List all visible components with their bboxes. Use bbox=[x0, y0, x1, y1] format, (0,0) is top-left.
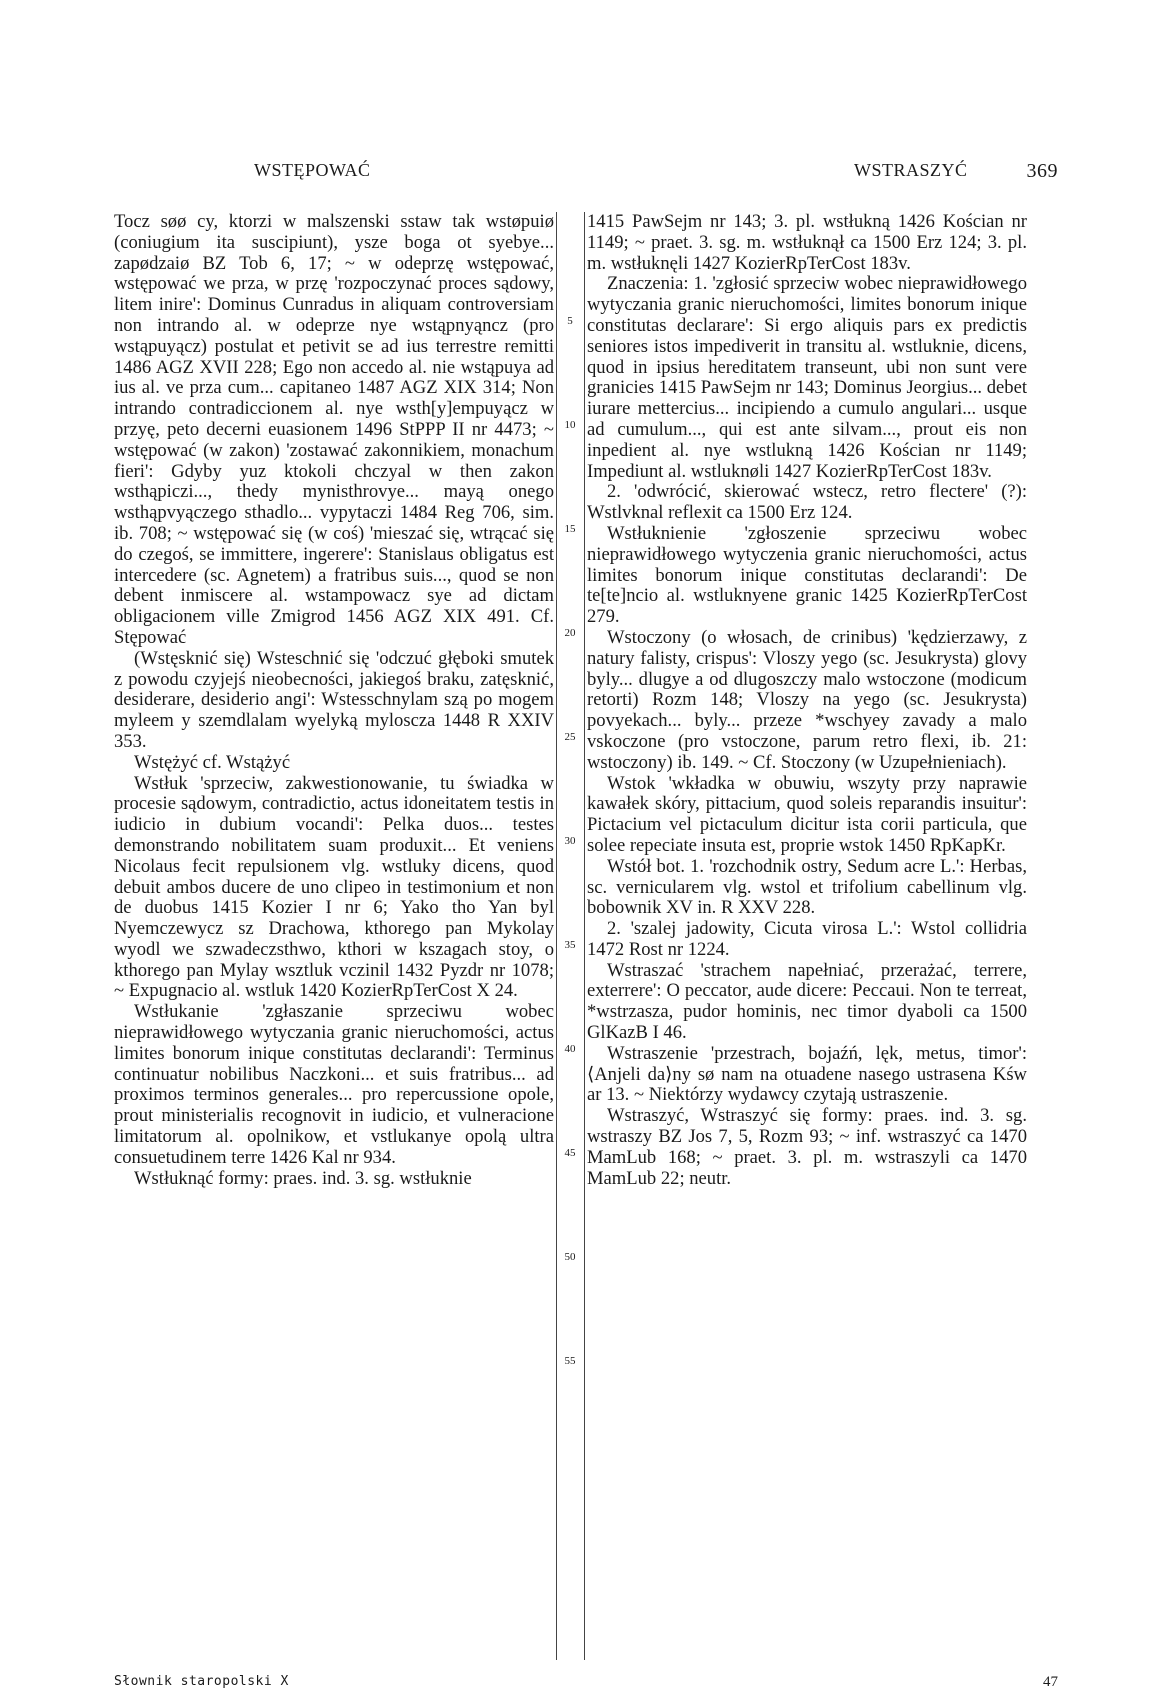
entry-wstraszac: Wstraszać 'strachem napełniać, przerażać, terrere, exterrere': O peccator, aude dicere: Peccaui. Non te terreat, *wstrzasza, pudor hominis, nec timor dyaboli ca 1500 GlKazB I 46. bbox=[587, 959, 1027, 1044]
line-number: 40 bbox=[564, 1043, 576, 1055]
entry-znaczenia: Znaczenia: 1. 'zgłosić sprzeciw wobec nieprawidłowego wytyczania granic nieruchomości, limites bonorum inique constitutas declarare': Si ergo aliquis pars ex predictis seniores istos impediverit in transitu al. wstluknie, dicens, quod in ipsius hereditatem transeunt, ubi non sunt vere granicies 1415 PawSejm nr 143; Dominus Jeorgius... debet iurare mettercius... incipiendo a cumulo angulari... usque ad cumulum..., qui est ante silvam..., prout eis non inpedient al. nye wstlukną 1426 Kościan nr 1149; Impediunt al. wstluknøli 1427 KozierRpTerCost 183v. bbox=[587, 273, 1027, 482]
line-number: 30 bbox=[564, 835, 576, 847]
entry-wstraszenie: Wstraszenie 'przestrach, bojaźń, lęk, metus, timor': ⟨Anjeli da⟩ny sø nam na otuadene nasego ustrasena Kśw ar 13. ~ Niektórzy wydawcy czytają ustraszenie. bbox=[587, 1042, 1027, 1106]
entry-wstol-2: 2. 'szalej jadowity, Cicuta virosa L.': Wstol collidria 1472 Rost nr 1224. bbox=[587, 918, 1027, 960]
page-footer bbox=[114, 1674, 1058, 1694]
entry-paragraph: Tocz søø cy, ktorzi w malszenski sstaw tak wstøpuiø (coniugium ita suscipiunt), ysze boga ot syebye... zapødzaiø BZ Tob 6, 17; ~ w odeprzę wstępować, wstępować we prza, w przę 'rozpoczynać proces sądowy, litem inire': Dominus Cunradus in aliquam controversiam non intrando al. w odeprze nye wstąpnyąncz (pro wstąpuyącz) postulat et petivit se ad ius terrestre remitti 1486 AGZ XVII 228; Ego non accedo al. nie wstąpuya ad ius al. ve prza cum... capitaneo 1487 AGZ XIX 314; Non intrando contradiccionem al. nye wsth[y]empuyącz w przyę, peto decerni euasionem 1496 StPPP II nr 4473; ~ wstępować (w zakon) 'zostawać zakonnikiem, monachum fieri': Gdyby yuz ktokoli chczyal w then zakon wsthąpiczi..., thedy mynisthrovye... mayą onego wsthąpvyączego sthadlo... vypytaczi 1484 Reg 706, sim. ib. 708; ~ wstępować się (w coś) 'mieszać się, wtrącać się do czegoś, se immittere, ingerere': Stanislaus obligatus est intercedere (sc. Agnetem) a fratribus suis..., quod se non debent inmiscere al. wstampowacz sye ad dictam obligacionem ville Zmigrod 1456 AGZ XIX 491. Cf. Stępować bbox=[114, 211, 554, 648]
entry-paragraph: 1415 PawSejm nr 143; 3. pl. wstłukną 1426 Kościan nr 1149; ~ praet. 3. sg. m. wstłuknął ca 1500 Erz 124; 3. pl. m. wstłuknęli 1427 KozierRpTerCost 183v. bbox=[587, 211, 1027, 274]
column-rule-right bbox=[584, 212, 585, 1660]
line-number: 35 bbox=[564, 939, 576, 951]
line-number: 50 bbox=[564, 1251, 576, 1263]
entry-wstok: Wstok 'wkładka w obuwiu, wszyty przy naprawie kawałek skóry, pittacium, quod soleis reparandis insuitur': Pictacium vel pictaculum dicitur ista corii particula, que solee repeciate insuta est, proprie wstok 1450 RpKapKr. bbox=[587, 772, 1027, 856]
line-number: 55 bbox=[564, 1355, 576, 1367]
running-head-left: WSTĘPOWAĆ bbox=[254, 160, 371, 180]
line-number: 25 bbox=[564, 731, 576, 743]
entry-wstluknienie: Wstłuknienie 'zgłoszenie sprzeciwu wobec nieprawidłowego wytyczenia granic nieruchomości, actus limites bonorum inique constitutas declarandi': De te[te]ncio al. wstluknyene granic 1425 KozierRpTerCost 279. bbox=[587, 522, 1027, 628]
entry-wsteskic-sie: (Wstęsknić się) Wsteschnić się 'odczuć głęboki smutek z powodu czyjejś nieobecności, jakiegoś braku, zatęsknić, desiderare, desiderio angi': Wstesschnylam szą po mogem myleem y szemdlalam wyelyką myloscza 1448 R XXIV 353. bbox=[114, 647, 554, 752]
footer-book-title: Słownik staropolski X bbox=[114, 1674, 289, 1689]
entry-wstlukanie: Wstłukanie 'zgłaszanie sprzeciwu wobec nieprawidłowego wytyczania granic nieruchomości, actus limites bonorum inique constitutas declarandi': Terminus continuatur nobilibus Naczkoni... et suis fratribus... ad proximos terminos generales... pro repercussione opole, prout ministerialis recognovit in iudicio, et vulneracione limitatorum al. opolnikow, et vstlukanye opolą ultra consuetudinem terre 1426 Kal nr 934. bbox=[114, 1001, 554, 1168]
page-header bbox=[114, 160, 1058, 190]
entry-sense-2: 2. 'odwrócić, skierować wstecz, retro flectere' (?): Wstlvknal reflexit ca 1500 Erz 124. bbox=[587, 481, 1027, 524]
line-number: 5 bbox=[567, 315, 573, 327]
entry-wstluk: Wstłuk 'sprzeciw, zakwestionowanie, tu świadka w procesie sądowym, contradictio, actus idoneitatem testis in iudicio in dubium vocandi': Pelka duos... testes demonstrando nobilitatem suam produxit... Et veniens Nicolaus fecit repulsionem vlg. wstluky dicens, quod debuit ambos ducere de uno clipeo in testimonium et non de duobus 1415 Kozier I nr 6; Yako tho Yan byl Nyemczewycz sz Drachowa, kthorego pan Mykolay wyodl we szwadeczsthwo, kthori w kszagach stoy, o kthorego pan Mylay wsztluk vczinil 1432 Pyzdr nr 1078; ~ Expugnacio al. wstluk 1420 KozierRpTerCost X 24. bbox=[114, 772, 554, 1002]
entry-wstezyc: Wstężyć cf. Wstążyć bbox=[134, 751, 291, 773]
line-number: 10 bbox=[564, 419, 576, 431]
entry-wstol: Wstół bot. 1. 'rozchodnik ostry, Sedum acre L.': Herbas, sc. vernicularem vlg. wstol et trifolium cabellinum vlg. bobownik XV in. R XXV 228. bbox=[587, 855, 1027, 919]
line-number: 15 bbox=[564, 523, 576, 535]
right-column bbox=[587, 212, 1027, 1189]
line-number: 45 bbox=[564, 1147, 576, 1159]
entry-wstraszyc: Wstraszyć, Wstraszyć się formy: praes. ind. 3. sg. wstraszy BZ Jos 7, 5, Rozm 93; ~ inf. wstraszyć ca 1470 MamLub 168; ~ praet. 3. pl. m. wstraszyli ca 1470 MamLub 22; neutr. bbox=[587, 1105, 1027, 1189]
entry-wstluknac: Wstłuknąć formy: praes. ind. 3. sg. wstłuknie bbox=[134, 1167, 472, 1189]
left-column bbox=[114, 212, 554, 1189]
entry-wstoczony: Wstoczony (o włosach, de crinibus) 'kędzierzawy, z natury falisty, crispus': Vloszy yego (sc. Jesukrysta) glovy byly... dlugye a od dlugoszczy malo wstoczone (modicum retorti) Rozm 148; Vloszy na yego (sc. Jesukrysta) povyekach... byly... przeze *wschyey zavady a malo vskoczone (pro vstoczone, parum retro flexi, ib. 21: wstoczony) ib. 149. ~ Cf. Stoczony (w Uzupełnieniach). bbox=[587, 626, 1027, 773]
running-head-right: WSTRASZYĆ bbox=[854, 160, 968, 180]
line-number: 20 bbox=[564, 627, 576, 639]
column-rule-left bbox=[556, 212, 557, 1660]
page-number: 369 bbox=[1026, 160, 1058, 182]
footer-sheet-number: 47 bbox=[1043, 1674, 1058, 1690]
